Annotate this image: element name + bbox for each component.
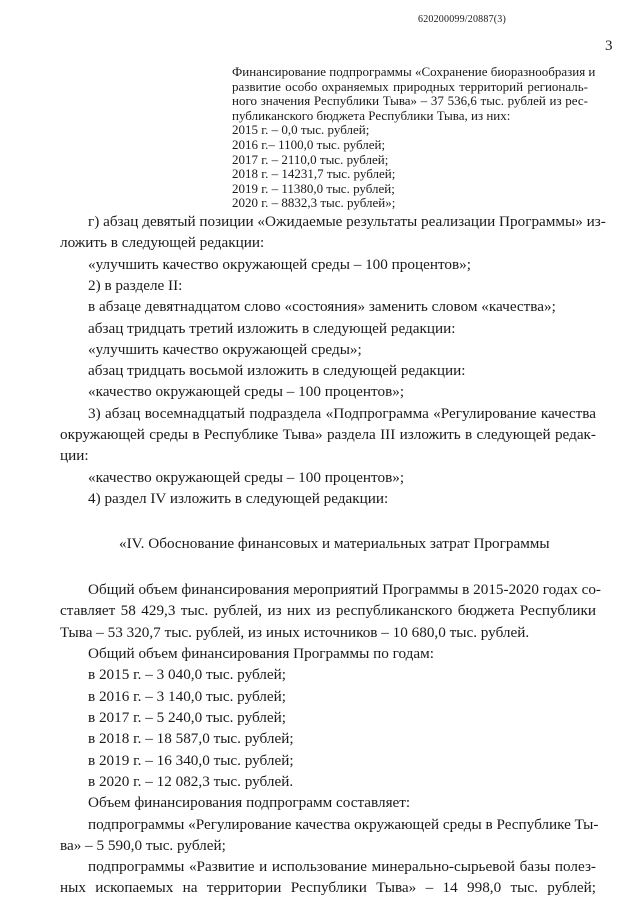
amendment-line: «улучшить качество окружающей среды – 100 процентов»; bbox=[88, 256, 471, 273]
body-line: в 2019 г. – 16 340,0 тыс. рублей; bbox=[88, 752, 294, 769]
body-line: подпрограммы «Развитие и использование минерально-сырьевой базы полез- bbox=[88, 858, 596, 875]
amendment-line: абзац тридцать восьмой изложить в следующей редакции: bbox=[88, 362, 466, 379]
body-line: ва» – 5 590,0 тыс. рублей; bbox=[60, 837, 226, 854]
amendment-line: г) абзац девятый позиции «Ожидаемые результаты реализации Программы» из- bbox=[88, 213, 606, 230]
amendment-line: «качество окружающей среды – 100 процентов»; bbox=[88, 383, 405, 400]
amendment-line: «качество окружающей среды – 100 процентов»; bbox=[88, 469, 405, 486]
financing-line: Финансирование подпрограммы «Сохранение биоразнообразия и bbox=[232, 64, 596, 79]
body-line: в 2020 г. – 12 082,3 тыс. рублей. bbox=[88, 773, 294, 790]
financing-line: 2018 г. – 14231,7 тыс. рублей; bbox=[232, 166, 396, 181]
financing-line: 2016 г.– 1100,0 тыс. рублей; bbox=[232, 137, 386, 152]
amendment-line: 3) абзац восемнадцатый подраздела «Подпрограмма «Регулирование качества bbox=[88, 405, 596, 422]
body-line: в 2015 г. – 3 040,0 тыс. рублей; bbox=[88, 666, 286, 683]
financing-line: 2020 г. – 8832,3 тыс. рублей»; bbox=[232, 195, 396, 210]
amendment-line: абзац тридцать третий изложить в следующей редакции: bbox=[88, 320, 456, 337]
body-line: Общий объем финансирования мероприятий Программы в 2015-2020 годах со- bbox=[88, 581, 601, 598]
body-line: в 2018 г. – 18 587,0 тыс. рублей; bbox=[88, 730, 294, 747]
page-number: 3 bbox=[605, 38, 613, 54]
body-line: в 2016 г. – 3 140,0 тыс. рублей; bbox=[88, 688, 286, 705]
financing-line: развитие особо охраняемых природных территорий региональ- bbox=[232, 79, 588, 94]
financing-line: ного значения Республики Тыва» – 37 536,6 тыс. рублей из рес- bbox=[232, 93, 588, 108]
body-line: ных ископаемых на территории Республики Тыва» – 14 998,0 тыс. рублей; bbox=[60, 879, 596, 896]
amendment-line: ции: bbox=[60, 447, 89, 464]
body-line: Объем финансирования подпрограмм составляет: bbox=[88, 794, 411, 811]
section-title: «IV. Обоснование финансовых и материальных затрат Программы bbox=[119, 535, 550, 552]
amendment-line: окружающей среды в Республике Тыва» раздела III изложить в следующей редак- bbox=[60, 426, 596, 443]
amendment-line: 4) раздел IV изложить в следующей редакции: bbox=[88, 490, 389, 507]
financing-line: публиканского бюджета Республики Тыва, из них: bbox=[232, 108, 511, 123]
body-line: Общий объем финансирования Программы по годам: bbox=[88, 645, 434, 662]
financing-line: 2015 г. – 0,0 тыс. рублей; bbox=[232, 122, 370, 137]
body-line: Тыва – 53 320,7 тыс. рублей, из иных источников – 10 680,0 тыс. рублей. bbox=[60, 624, 530, 641]
financing-line: 2019 г. – 11380,0 тыс. рублей; bbox=[232, 181, 395, 196]
amendment-line: «улучшить качество окружающей среды»; bbox=[88, 341, 362, 358]
body-line: подпрограммы «Регулирование качества окружающей среды в Республике Ты- bbox=[88, 816, 599, 833]
body-line: в 2017 г. – 5 240,0 тыс. рублей; bbox=[88, 709, 286, 726]
document-id: 620200099/20887(3) bbox=[418, 14, 507, 25]
financing-line: 2017 г. – 2110,0 тыс. рублей; bbox=[232, 152, 389, 167]
amendment-line: ложить в следующей редакции: bbox=[60, 234, 265, 251]
amendment-line: в абзаце девятнадцатом слово «состояния» заменить словом «качества»; bbox=[88, 298, 556, 315]
amendment-line: 2) в разделе II: bbox=[88, 277, 183, 294]
body-line: ставляет 58 429,3 тыс. рублей, из них из республиканского бюджета Республики bbox=[60, 602, 596, 619]
